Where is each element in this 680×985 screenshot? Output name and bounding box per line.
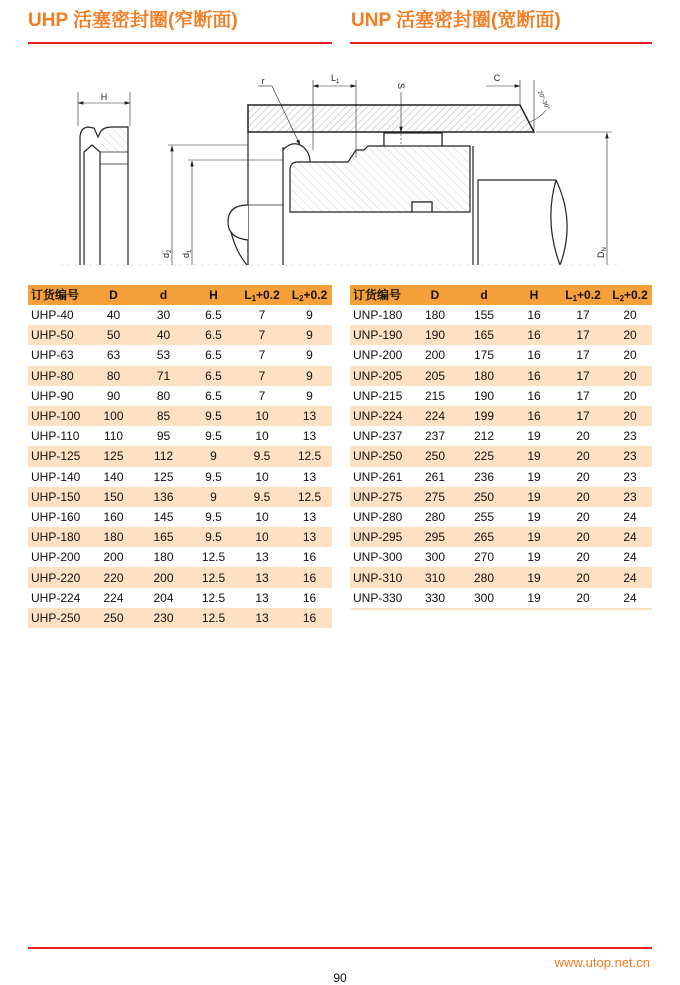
value-cell: 205 <box>424 368 446 383</box>
order-code-cell: UNP-180 <box>353 308 403 323</box>
table-row <box>350 366 652 386</box>
value-cell: 16 <box>527 348 541 363</box>
value-cell: 224 <box>424 409 446 424</box>
value-cell: 20 <box>576 530 590 545</box>
c-dimension-label: C <box>493 73 501 83</box>
value-cell: 6.5 <box>205 368 222 383</box>
value-cell: 9 <box>210 489 217 504</box>
value-cell: 12.5 <box>297 449 322 464</box>
unp-header-cell <box>412 288 458 302</box>
value-cell: 16 <box>302 590 317 605</box>
table-row <box>350 588 652 608</box>
value-cell: 12.5 <box>201 590 226 605</box>
value-cell: 165 <box>473 328 495 343</box>
value-cell: 7 <box>258 308 266 323</box>
value-cell: 7 <box>258 348 266 363</box>
value-cell: 12.5 <box>201 610 226 625</box>
value-cell: 140 <box>103 469 124 484</box>
value-cell: 7 <box>258 388 266 403</box>
unp-header-cell <box>458 288 510 302</box>
value-cell: 16 <box>527 409 541 424</box>
unp-header-main: L <box>565 288 573 302</box>
value-cell: 150 <box>103 489 124 504</box>
rod-break-line <box>551 180 567 265</box>
table-row <box>28 507 332 527</box>
value-cell: 16 <box>302 550 317 565</box>
dn-label-sub: N <box>602 247 608 252</box>
guide-nose <box>228 205 248 240</box>
value-cell: 13 <box>255 570 269 585</box>
value-cell: 19 <box>527 509 541 524</box>
value-cell: 100 <box>103 409 124 424</box>
value-cell: 13 <box>302 509 317 524</box>
value-cell: 236 <box>473 469 495 484</box>
table-row <box>350 345 652 365</box>
value-cell: 19 <box>527 570 541 585</box>
value-cell: 20 <box>576 429 590 444</box>
value-cell: 13 <box>255 550 269 565</box>
value-cell: 199 <box>473 409 495 424</box>
value-cell: 13 <box>255 590 269 605</box>
value-cell: 20 <box>576 590 590 605</box>
uhp-header-cell <box>287 288 332 302</box>
uhp-header-cell <box>237 288 287 302</box>
seal-left-lip <box>283 144 310 162</box>
d2-dimension-label <box>161 249 173 258</box>
value-cell: 300 <box>424 550 446 565</box>
value-cell: 265 <box>473 530 495 545</box>
order-code-cell: UHP-125 <box>31 449 81 464</box>
value-cell: 19 <box>527 530 541 545</box>
value-cell: 13 <box>302 469 317 484</box>
order-code-cell: UNP-310 <box>353 570 403 585</box>
value-cell: 250 <box>473 489 495 504</box>
h-dimension-label: H <box>100 92 108 102</box>
value-cell: 80 <box>156 388 171 403</box>
value-cell: 250 <box>424 449 446 464</box>
value-cell: 63 <box>106 348 121 363</box>
table-row <box>350 487 652 507</box>
value-cell: 53 <box>156 348 171 363</box>
seal-contact-pad <box>384 133 442 146</box>
d1-dimension-label <box>181 249 193 258</box>
value-cell: 125 <box>103 449 124 464</box>
value-cell: 6.5 <box>205 348 222 363</box>
table-row <box>350 547 652 567</box>
value-cell: 17 <box>576 388 590 403</box>
l1-label-main: L <box>331 73 337 83</box>
table-row <box>28 426 332 446</box>
value-cell: 9.5 <box>205 469 222 484</box>
unp-seal-body <box>290 133 470 212</box>
value-cell: 212 <box>473 429 495 444</box>
unp-header-main: d <box>480 288 488 302</box>
value-cell: 250 <box>103 610 124 625</box>
uhp-header-main: D <box>109 288 118 302</box>
table-row <box>350 386 652 406</box>
order-code-cell: UNP-200 <box>353 348 403 363</box>
dn-dimension-label <box>596 247 608 258</box>
table-row <box>28 527 332 547</box>
unp-assembly-section <box>228 105 567 265</box>
table-row <box>28 588 332 608</box>
value-cell: 112 <box>153 449 174 464</box>
unp-header-main: L <box>612 288 620 302</box>
s-dimension-label: S <box>396 82 406 90</box>
value-cell: 19 <box>527 590 541 605</box>
l1-label-sub: 1 <box>336 79 340 85</box>
unp-header-main: 订货编号 <box>353 288 402 302</box>
value-cell: 20 <box>576 550 590 565</box>
chamfer-angle-label: 20°-30° <box>535 90 550 111</box>
value-cell: 12.5 <box>201 550 226 565</box>
uhp-section-title: UHP 活塞密封圈(窄断面) <box>28 10 238 31</box>
order-code-cell: UNP-215 <box>353 388 403 403</box>
unp-header-sub: 1 <box>572 294 578 303</box>
order-code-cell: UNP-190 <box>353 328 403 343</box>
value-cell: 50 <box>106 328 121 343</box>
value-cell: 20 <box>576 489 590 504</box>
value-cell: 24 <box>623 530 637 545</box>
value-cell: 190 <box>473 388 495 403</box>
value-cell: 225 <box>473 449 495 464</box>
value-cell: 95 <box>156 429 171 444</box>
page-number: 90 <box>333 971 347 985</box>
order-code-cell: UHP-150 <box>31 489 81 504</box>
order-code-cell: UHP-40 <box>31 308 74 323</box>
table-row <box>28 467 332 487</box>
table-row <box>350 406 652 426</box>
table-row <box>28 446 332 466</box>
value-cell: 19 <box>527 489 541 504</box>
value-cell: 20 <box>623 328 637 343</box>
table-row <box>28 406 332 426</box>
value-cell: 16 <box>302 610 317 625</box>
value-cell: 30 <box>156 308 171 323</box>
value-cell: 16 <box>527 388 541 403</box>
value-cell: 145 <box>153 509 174 524</box>
value-cell: 13 <box>302 429 317 444</box>
value-cell: 80 <box>106 368 121 383</box>
value-cell: 20 <box>623 308 637 323</box>
value-cell: 125 <box>153 469 174 484</box>
chamfer-angle-arc <box>530 110 546 122</box>
order-code-cell: UNP-237 <box>353 429 403 444</box>
value-cell: 180 <box>473 368 495 383</box>
value-cell: 20 <box>623 348 637 363</box>
value-cell: 17 <box>576 409 590 424</box>
table-row <box>28 345 332 365</box>
order-code-cell: UNP-224 <box>353 409 403 424</box>
order-code-cell: UNP-205 <box>353 368 403 383</box>
unp-header-main: D <box>430 288 440 302</box>
uhp-table-header <box>28 285 332 305</box>
order-code-cell: UNP-300 <box>353 550 403 565</box>
value-cell: 13 <box>302 530 317 545</box>
order-code-cell: UHP-80 <box>31 368 74 383</box>
value-cell: 270 <box>473 550 495 565</box>
uhp-header-sub: 2 <box>299 294 304 303</box>
value-cell: 155 <box>473 308 495 323</box>
uhp-header-cell <box>137 288 190 302</box>
order-code-cell: UHP-140 <box>31 469 81 484</box>
table-row <box>350 325 652 345</box>
order-code-cell: UNP-280 <box>353 509 403 524</box>
order-code-cell: UHP-224 <box>31 590 81 605</box>
uhp-lip-hatch <box>100 128 127 152</box>
cylinder-wall <box>248 105 534 132</box>
value-cell: 16 <box>527 308 541 323</box>
value-cell: 330 <box>424 590 446 605</box>
uhp-seal-inner-lip <box>84 145 100 265</box>
uhp-header-cell <box>190 288 237 302</box>
table-row <box>350 567 652 587</box>
value-cell: 19 <box>527 449 541 464</box>
order-code-cell: UNP-330 <box>353 590 403 605</box>
value-cell: 20 <box>576 469 590 484</box>
table-row <box>350 527 652 547</box>
value-cell: 9.5 <box>205 429 222 444</box>
value-cell: 261 <box>424 469 446 484</box>
value-cell: 9.5 <box>205 530 222 545</box>
value-cell: 24 <box>623 570 637 585</box>
unp-header-sub: 2 <box>619 294 625 303</box>
uhp-header-suffix: +0.2 <box>256 288 280 302</box>
value-cell: 19 <box>527 469 541 484</box>
value-cell: 204 <box>153 590 174 605</box>
value-cell: 40 <box>106 308 121 323</box>
value-cell: 175 <box>473 348 495 363</box>
value-cell: 6.5 <box>205 328 222 343</box>
uhp-header-main: 订货编号 <box>31 288 80 302</box>
value-cell: 10 <box>255 509 269 524</box>
value-cell: 295 <box>424 530 446 545</box>
footer-rule <box>28 947 652 949</box>
table-row <box>350 446 652 466</box>
value-cell: 180 <box>424 308 446 323</box>
value-cell: 255 <box>473 509 495 524</box>
value-cell: 17 <box>576 368 590 383</box>
unp-header-suffix: +0.2 <box>577 288 601 302</box>
order-code-cell: UHP-250 <box>31 610 81 625</box>
unp-table-header <box>350 285 652 305</box>
uhp-seal-section <box>78 92 130 265</box>
value-cell: 9.5 <box>253 489 271 504</box>
order-code-cell: UNP-250 <box>353 449 403 464</box>
table-row <box>350 467 652 487</box>
value-cell: 13 <box>302 409 317 424</box>
value-cell: 9 <box>306 308 313 323</box>
uhp-header-cell <box>28 288 90 302</box>
value-cell: 16 <box>527 368 541 383</box>
order-code-cell: UHP-160 <box>31 509 81 524</box>
value-cell: 9 <box>306 388 313 403</box>
value-cell: 220 <box>103 570 124 585</box>
value-cell: 19 <box>527 429 541 444</box>
value-cell: 12.5 <box>297 489 322 504</box>
r-dimension-label: r <box>261 76 265 86</box>
value-cell: 23 <box>623 489 637 504</box>
table-row <box>28 325 332 345</box>
value-cell: 9 <box>306 328 313 343</box>
uhp-header-main: H <box>209 288 218 302</box>
value-cell: 19 <box>527 550 541 565</box>
value-cell: 20 <box>623 388 637 403</box>
value-cell: 9.5 <box>253 449 271 464</box>
d1-label-main: d <box>181 252 191 258</box>
uhp-header-main: L <box>244 288 252 302</box>
value-cell: 230 <box>153 610 174 625</box>
value-cell: 10 <box>255 409 269 424</box>
value-cell: 24 <box>623 590 637 605</box>
value-cell: 237 <box>424 429 446 444</box>
value-cell: 20 <box>576 570 590 585</box>
table-row <box>28 386 332 406</box>
value-cell: 16 <box>302 570 317 585</box>
table-row <box>350 507 652 527</box>
order-code-cell: UHP-63 <box>31 348 74 363</box>
unp-header-main: H <box>529 288 539 302</box>
value-cell: 160 <box>103 509 124 524</box>
value-cell: 90 <box>106 388 121 403</box>
value-cell: 23 <box>623 429 637 444</box>
value-cell: 23 <box>623 449 637 464</box>
unp-header-cell <box>558 288 608 302</box>
unp-header-suffix: +0.2 <box>624 288 648 302</box>
value-cell: 7 <box>258 328 266 343</box>
value-cell: 275 <box>424 489 446 504</box>
value-cell: 10 <box>255 469 269 484</box>
d1-label-sub: 1 <box>187 249 193 253</box>
value-cell: 17 <box>576 348 590 363</box>
value-cell: 9.5 <box>205 509 222 524</box>
piston-rod <box>478 180 556 265</box>
value-cell: 17 <box>576 308 590 323</box>
table-row <box>28 366 332 386</box>
uhp-header-suffix: +0.2 <box>303 288 328 302</box>
l1-dimension-label <box>331 73 340 85</box>
d2-label-main: d <box>161 252 171 258</box>
value-cell: 71 <box>156 368 171 383</box>
order-code-cell: UHP-110 <box>31 429 80 444</box>
value-cell: 280 <box>424 509 446 524</box>
table-row <box>28 305 332 325</box>
value-cell: 40 <box>156 328 171 343</box>
order-code-cell: UNP-275 <box>353 489 403 504</box>
uhp-header-cell <box>90 288 137 302</box>
value-cell: 23 <box>623 469 637 484</box>
technical-drawing <box>0 0 680 275</box>
table-row <box>28 547 332 567</box>
unp-header-cell <box>350 288 412 302</box>
value-cell: 200 <box>424 348 446 363</box>
order-code-cell: UHP-90 <box>31 388 74 403</box>
value-cell: 310 <box>424 570 446 585</box>
unp-header-cell <box>608 288 652 302</box>
table-row <box>28 567 332 587</box>
d2-label-sub: 2 <box>167 249 173 253</box>
dn-label-main: D <box>596 251 606 258</box>
value-cell: 9 <box>306 348 313 363</box>
value-cell: 10 <box>255 530 269 545</box>
unp-spec-table <box>350 285 652 610</box>
value-cell: 6.5 <box>205 388 222 403</box>
uhp-header-sub: 1 <box>251 294 257 303</box>
value-cell: 13 <box>255 610 269 625</box>
value-cell: 190 <box>424 328 446 343</box>
value-cell: 215 <box>424 388 446 403</box>
value-cell: 200 <box>153 570 174 585</box>
value-cell: 7 <box>258 368 266 383</box>
value-cell: 180 <box>153 550 174 565</box>
order-code-cell: UNP-261 <box>353 469 403 484</box>
order-code-cell: UHP-220 <box>31 570 81 585</box>
uhp-header-main: d <box>159 288 168 302</box>
unp-header-cell <box>510 288 558 302</box>
value-cell: 200 <box>103 550 124 565</box>
order-code-cell: UHP-200 <box>31 550 81 565</box>
value-cell: 17 <box>576 328 590 343</box>
value-cell: 224 <box>103 590 124 605</box>
value-cell: 300 <box>473 590 495 605</box>
value-cell: 16 <box>527 328 541 343</box>
value-cell: 9 <box>210 449 217 464</box>
website-url: www.utop.net.cn <box>554 955 650 970</box>
value-cell: 20 <box>623 368 637 383</box>
order-code-cell: UHP-50 <box>31 328 74 343</box>
order-code-cell: UHP-180 <box>31 530 81 545</box>
value-cell: 110 <box>103 429 124 444</box>
seal-bottom-notch <box>412 202 432 212</box>
value-cell: 9 <box>306 368 313 383</box>
value-cell: 10 <box>255 429 269 444</box>
value-cell: 180 <box>103 530 124 545</box>
uhp-spec-table <box>28 285 332 628</box>
uhp-header-main: L <box>291 288 300 302</box>
table-row <box>28 608 332 628</box>
value-cell: 24 <box>623 509 637 524</box>
value-cell: 24 <box>623 550 637 565</box>
value-cell: 136 <box>153 489 174 504</box>
table-row <box>28 487 332 507</box>
value-cell: 20 <box>576 509 590 524</box>
value-cell: 12.5 <box>201 570 226 585</box>
value-cell: 280 <box>473 570 495 585</box>
value-cell: 20 <box>576 449 590 464</box>
unp-section-title: UNP 活塞密封圈(宽断面) <box>351 10 561 31</box>
value-cell: 6.5 <box>205 308 222 323</box>
value-cell: 165 <box>153 530 174 545</box>
order-code-cell: UHP-100 <box>31 409 81 424</box>
table-row <box>350 305 652 325</box>
value-cell: 20 <box>623 409 637 424</box>
table-row <box>350 426 652 446</box>
value-cell: 9.5 <box>205 409 222 424</box>
value-cell: 85 <box>156 409 171 424</box>
order-code-cell: UNP-295 <box>353 530 403 545</box>
